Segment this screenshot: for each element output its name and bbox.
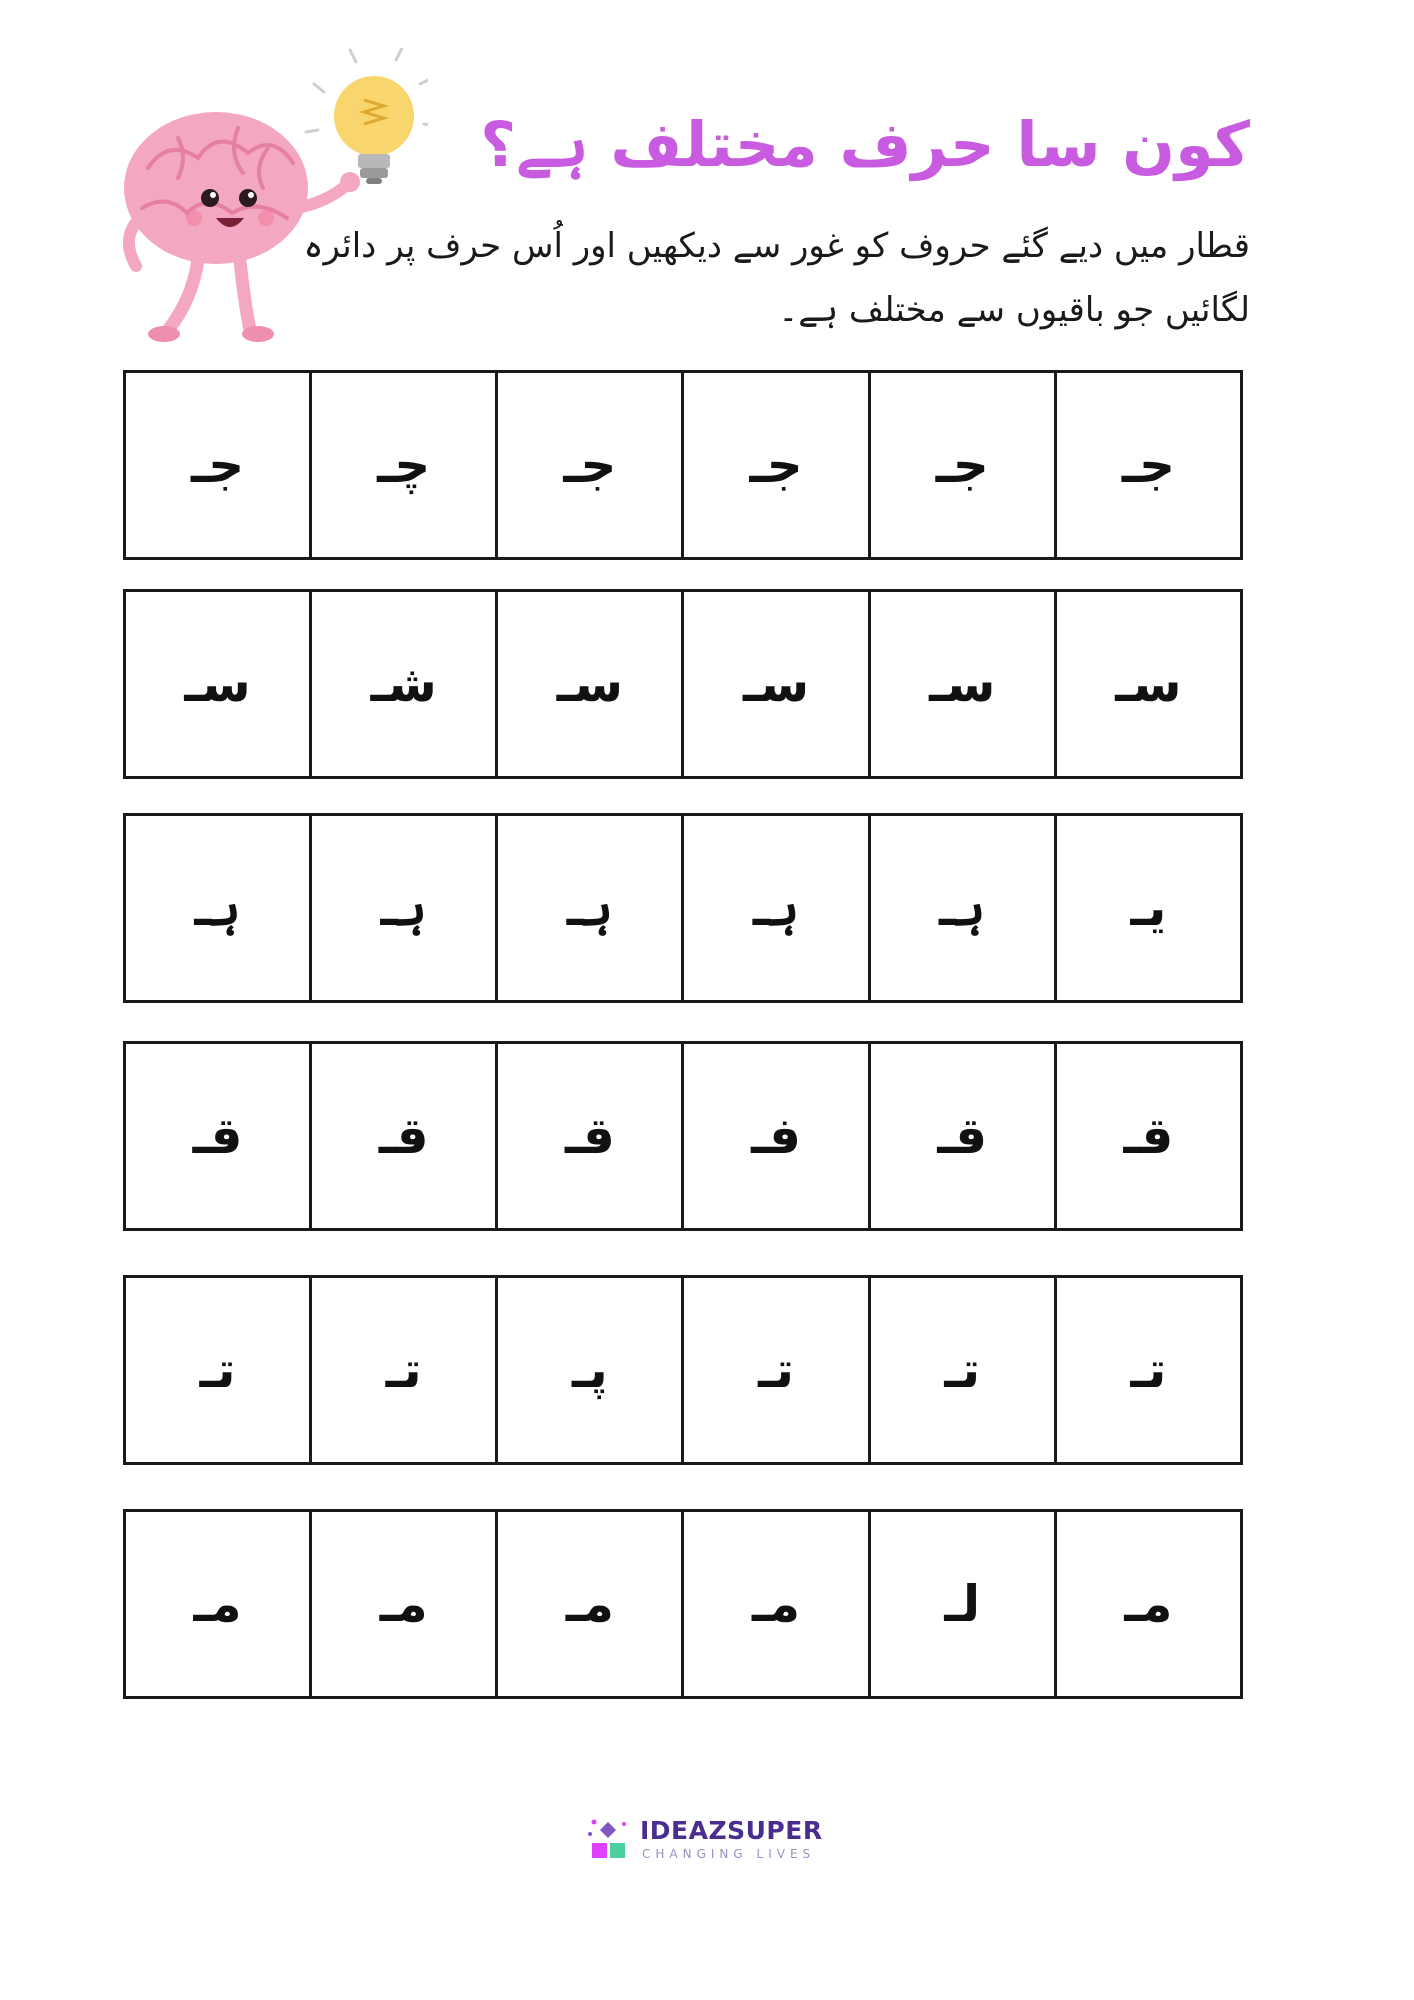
letter-cell[interactable]: تـ — [309, 1278, 495, 1462]
letter-cell[interactable]: تـ — [1054, 1278, 1240, 1462]
letter-cell[interactable]: قـ — [495, 1044, 681, 1228]
letter-cell[interactable]: ہـ — [495, 816, 681, 1000]
letter-cell[interactable]: جـ — [191, 436, 245, 494]
letter-cell[interactable]: سـ — [184, 655, 251, 713]
letter-cell[interactable]: شـ — [309, 592, 495, 776]
logo-tagline: CHANGING LIVES — [642, 1847, 816, 1861]
letter-row — [123, 589, 1243, 779]
letter-row — [123, 1041, 1243, 1231]
letter-cell[interactable]: مـ — [495, 1512, 681, 1696]
letter-cell[interactable]: سـ — [1054, 592, 1240, 776]
letter-cell[interactable]: یـ — [1054, 816, 1240, 1000]
letter-row — [123, 370, 1243, 560]
letter-cell[interactable]: جـ — [495, 373, 681, 557]
letter-cell[interactable]: لـ — [868, 1512, 1054, 1696]
letter-cell[interactable]: جـ — [681, 373, 867, 557]
logo-mark-icon — [586, 1816, 632, 1862]
letter-cell[interactable]: سـ — [681, 592, 867, 776]
letter-cell[interactable]: ہـ — [309, 816, 495, 1000]
letter-cell[interactable]: مـ — [1054, 1512, 1240, 1696]
letter-cell[interactable]: قـ — [309, 1044, 495, 1228]
instructions-text: قطار میں دیے گئے حروف کو غور سے دیکھیں اور اُس حرف پر دائرہ لگائیں جو باقیوں سے مختلف ہے۔ — [303, 226, 1250, 330]
logo-name: IDEAZSUPER — [640, 1816, 823, 1845]
letter-cell[interactable]: جـ — [868, 373, 1054, 557]
letter-cell[interactable]: مـ — [309, 1512, 495, 1696]
letter-cell[interactable]: تـ — [868, 1278, 1054, 1462]
letter-cell[interactable]: فـ — [681, 1044, 867, 1228]
lightbulb-icon — [334, 76, 414, 184]
brand-logo — [586, 1816, 826, 1866]
letter-cell[interactable]: تـ — [199, 1341, 236, 1399]
letter-cell[interactable]: چـ — [309, 373, 495, 557]
letter-row — [123, 1275, 1243, 1465]
letter-cell[interactable]: قـ — [868, 1044, 1054, 1228]
letter-cell[interactable]: قـ — [192, 1107, 243, 1165]
letter-cell[interactable]: ہـ — [868, 816, 1054, 1000]
letter-cell[interactable]: ہـ — [194, 879, 241, 937]
page-title: کون سا حرف مختلف ہے؟ — [480, 108, 1250, 181]
letter-cell[interactable]: سـ — [868, 592, 1054, 776]
letter-row — [123, 813, 1243, 1003]
letter-row — [123, 1509, 1243, 1699]
letter-cell[interactable]: جـ — [1054, 373, 1240, 557]
letter-cell[interactable]: مـ — [681, 1512, 867, 1696]
letter-cell[interactable]: تـ — [681, 1278, 867, 1462]
letter-cell[interactable]: مـ — [193, 1575, 242, 1633]
letter-cell[interactable]: پـ — [495, 1278, 681, 1462]
letter-cell[interactable]: سـ — [495, 592, 681, 776]
letter-cell[interactable]: ہـ — [681, 816, 867, 1000]
letter-cell[interactable]: قـ — [1054, 1044, 1240, 1228]
